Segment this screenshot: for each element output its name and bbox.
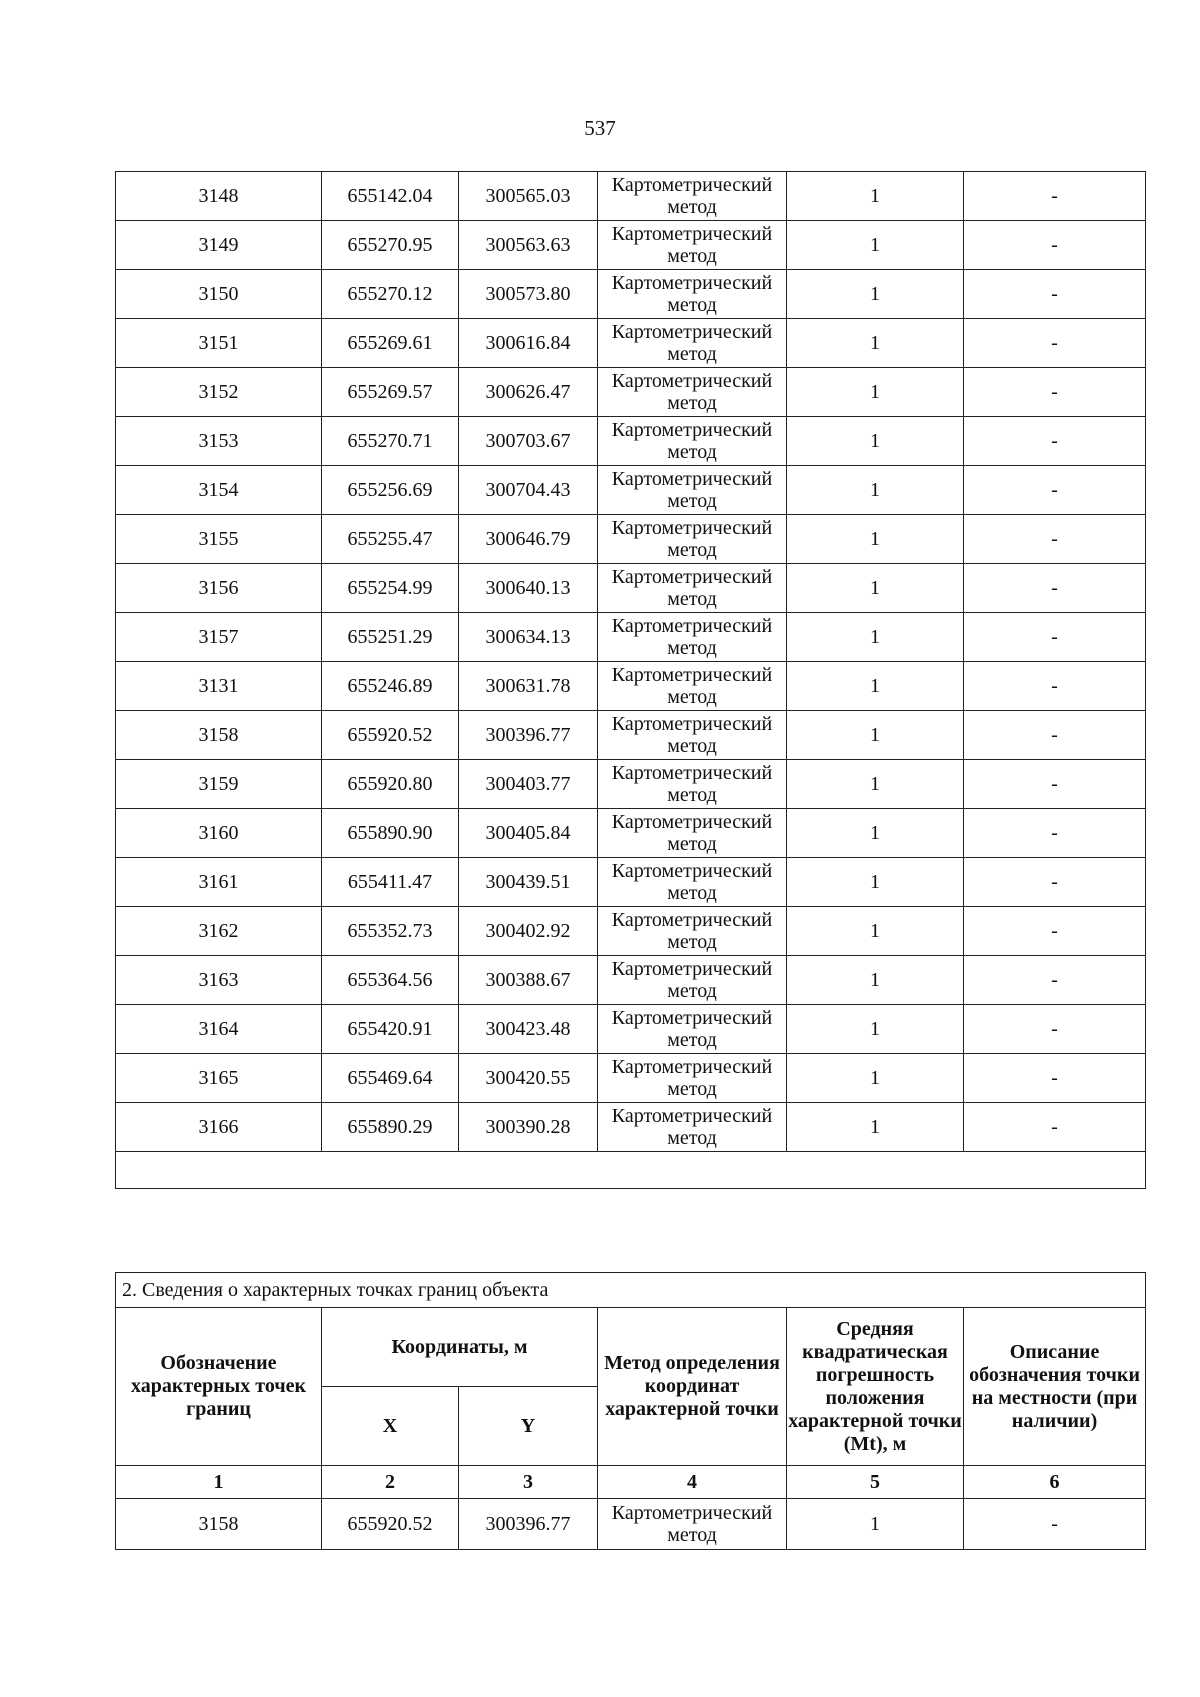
- x-coordinate-cell: 655254.99: [322, 564, 459, 613]
- method-line-2: метод: [667, 196, 717, 218]
- column-number: 5: [787, 1466, 964, 1499]
- mean-error-cell: 1: [787, 515, 964, 564]
- method-cell: [598, 368, 787, 417]
- description-cell: -: [964, 270, 1146, 319]
- table-row: [116, 907, 1146, 956]
- mean-error-cell: 1: [787, 907, 964, 956]
- y-coordinate-cell: 300396.77: [459, 1499, 598, 1550]
- method-line-2: метод: [667, 1029, 717, 1051]
- method-line-2: метод: [667, 882, 717, 904]
- y-coordinate-cell: 300616.84: [459, 319, 598, 368]
- table-row: [116, 662, 1146, 711]
- y-coordinate-cell: 300626.47: [459, 368, 598, 417]
- method-cell: [598, 907, 787, 956]
- y-coordinate-cell: 300646.79: [459, 515, 598, 564]
- mean-error-cell: 1: [787, 613, 964, 662]
- method-cell: [598, 1499, 787, 1550]
- method-line-2: метод: [667, 735, 717, 757]
- method-line-1: Картометрический: [611, 468, 773, 490]
- method-line-1: Картометрический: [611, 370, 773, 392]
- method-line-2: метод: [667, 441, 717, 463]
- x-coordinate-cell: 655364.56: [322, 956, 459, 1005]
- description-cell: -: [964, 417, 1146, 466]
- column-number: 6: [964, 1466, 1146, 1499]
- description-cell: -: [964, 1499, 1146, 1550]
- description-cell: -: [964, 221, 1146, 270]
- y-coordinate-cell: 300563.63: [459, 221, 598, 270]
- description-cell: -: [964, 515, 1146, 564]
- method-line-1: Картометрический: [611, 958, 773, 980]
- mean-error-cell: 1: [787, 466, 964, 515]
- mean-error-cell: 1: [787, 368, 964, 417]
- description-cell: -: [964, 956, 1146, 1005]
- method-cell: [598, 711, 787, 760]
- y-coordinate-cell: 300390.28: [459, 1103, 598, 1152]
- method-cell: [598, 1005, 787, 1054]
- description-cell: -: [964, 368, 1146, 417]
- point-cell: 3157: [116, 613, 322, 662]
- mean-error-cell: 1: [787, 221, 964, 270]
- method-cell: [598, 515, 787, 564]
- table-row: [116, 760, 1146, 809]
- method-line-2: метод: [667, 784, 717, 806]
- description-cell: -: [964, 1005, 1146, 1054]
- method-line-1: Картометрический: [611, 272, 773, 294]
- method-line-1: Картометрический: [611, 517, 773, 539]
- description-cell: -: [964, 319, 1146, 368]
- point-cell: 3131: [116, 662, 322, 711]
- mean-error-cell: 1: [787, 172, 964, 221]
- point-cell: 3156: [116, 564, 322, 613]
- method-line-2: метод: [667, 539, 717, 561]
- description-cell: -: [964, 613, 1146, 662]
- x-coordinate-cell: 655920.80: [322, 760, 459, 809]
- description-cell: -: [964, 907, 1146, 956]
- method-cell: [598, 417, 787, 466]
- mean-error-cell: 1: [787, 417, 964, 466]
- point-cell: 3152: [116, 368, 322, 417]
- method-line-2: метод: [667, 980, 717, 1002]
- method-line-2: метод: [667, 931, 717, 953]
- header-y: Y: [459, 1387, 598, 1466]
- x-coordinate-cell: 655256.69: [322, 466, 459, 515]
- method-line-1: Картометрический: [611, 566, 773, 588]
- method-line-1: Картометрический: [611, 713, 773, 735]
- point-cell: 3165: [116, 1054, 322, 1103]
- table-row: [116, 515, 1146, 564]
- mean-error-cell: 1: [787, 270, 964, 319]
- x-coordinate-cell: 655270.71: [322, 417, 459, 466]
- description-cell: -: [964, 564, 1146, 613]
- y-coordinate-cell: 300573.80: [459, 270, 598, 319]
- point-cell: 3163: [116, 956, 322, 1005]
- description-cell: -: [964, 1103, 1146, 1152]
- table-row: [116, 270, 1146, 319]
- mean-error-cell: 1: [787, 760, 964, 809]
- table-row: [116, 319, 1146, 368]
- table-row: [116, 466, 1146, 515]
- method-line-2: метод: [667, 343, 717, 365]
- method-line-1: Картометрический: [611, 174, 773, 196]
- x-coordinate-cell: 655142.04: [322, 172, 459, 221]
- mean-error-cell: 1: [787, 1054, 964, 1103]
- table-row: [116, 711, 1146, 760]
- mean-error-cell: 1: [787, 1499, 964, 1550]
- method-line-2: метод: [667, 1524, 717, 1546]
- method-cell: [598, 564, 787, 613]
- point-cell: 3166: [116, 1103, 322, 1152]
- mean-error-cell: 1: [787, 319, 964, 368]
- point-cell: 3150: [116, 270, 322, 319]
- method-line-2: метод: [667, 1078, 717, 1100]
- point-cell: 3160: [116, 809, 322, 858]
- x-coordinate-cell: 655352.73: [322, 907, 459, 956]
- table-row: [116, 956, 1146, 1005]
- x-coordinate-cell: 655890.90: [322, 809, 459, 858]
- method-line-2: метод: [667, 245, 717, 267]
- method-line-1: Картометрический: [611, 762, 773, 784]
- header-coordinates: Координаты, м: [322, 1308, 598, 1387]
- description-cell: -: [964, 809, 1146, 858]
- y-coordinate-cell: 300388.67: [459, 956, 598, 1005]
- method-cell: [598, 858, 787, 907]
- method-line-2: метод: [667, 490, 717, 512]
- mean-error-cell: 1: [787, 809, 964, 858]
- page-number: 537: [584, 116, 616, 140]
- point-cell: 3151: [116, 319, 322, 368]
- y-coordinate-cell: 300423.48: [459, 1005, 598, 1054]
- table-caption: 2. Сведения о характерных точках границ объекта: [116, 1273, 1146, 1308]
- x-coordinate-cell: 655411.47: [322, 858, 459, 907]
- x-coordinate-cell: 655469.64: [322, 1054, 459, 1103]
- mean-error-cell: 1: [787, 956, 964, 1005]
- point-cell: 3153: [116, 417, 322, 466]
- y-coordinate-cell: 300405.84: [459, 809, 598, 858]
- method-line-2: метод: [667, 392, 717, 414]
- point-cell: 3148: [116, 172, 322, 221]
- mean-error-cell: 1: [787, 662, 964, 711]
- table-body: [116, 172, 1146, 1189]
- column-number: 2: [322, 1466, 459, 1499]
- table-row: [116, 1499, 1146, 1550]
- x-coordinate-cell: 655920.52: [322, 1499, 459, 1550]
- x-coordinate-cell: 655251.29: [322, 613, 459, 662]
- empty-cell: [116, 1152, 1146, 1189]
- y-coordinate-cell: 300631.78: [459, 662, 598, 711]
- method-line-2: метод: [667, 588, 717, 610]
- method-cell: [598, 172, 787, 221]
- table-row: [116, 417, 1146, 466]
- method-cell: [598, 1103, 787, 1152]
- boundary-points-table-continued: [115, 171, 1146, 1189]
- header-method: Метод определения координат характерной точки: [598, 1308, 787, 1466]
- x-coordinate-cell: 655270.95: [322, 221, 459, 270]
- x-coordinate-cell: 655269.57: [322, 368, 459, 417]
- method-line-1: Картометрический: [611, 1502, 773, 1524]
- description-cell: -: [964, 858, 1146, 907]
- method-line-1: Картометрический: [611, 223, 773, 245]
- x-coordinate-cell: 655255.47: [322, 515, 459, 564]
- method-cell: [598, 809, 787, 858]
- mean-error-cell: 1: [787, 858, 964, 907]
- method-line-1: Картометрический: [611, 860, 773, 882]
- description-cell: -: [964, 466, 1146, 515]
- method-cell: [598, 760, 787, 809]
- y-coordinate-cell: 300565.03: [459, 172, 598, 221]
- method-line-1: Картометрический: [611, 1007, 773, 1029]
- method-cell: [598, 221, 787, 270]
- mean-error-cell: 1: [787, 711, 964, 760]
- y-coordinate-cell: 300402.92: [459, 907, 598, 956]
- method-line-1: Картометрический: [611, 321, 773, 343]
- method-cell: [598, 956, 787, 1005]
- description-cell: -: [964, 1054, 1146, 1103]
- y-coordinate-cell: 300420.55: [459, 1054, 598, 1103]
- header-description: Описание обозначения точки на местности (при наличии): [964, 1308, 1146, 1466]
- method-line-1: Картометрический: [611, 419, 773, 441]
- x-coordinate-cell: 655420.91: [322, 1005, 459, 1054]
- x-coordinate-cell: 655890.29: [322, 1103, 459, 1152]
- method-cell: [598, 1054, 787, 1103]
- method-line-1: Картометрический: [611, 909, 773, 931]
- method-line-1: Картометрический: [611, 1105, 773, 1127]
- x-coordinate-cell: 655920.52: [322, 711, 459, 760]
- method-line-2: метод: [667, 686, 717, 708]
- point-cell: 3159: [116, 760, 322, 809]
- column-number: 3: [459, 1466, 598, 1499]
- table-row: [116, 564, 1146, 613]
- x-coordinate-cell: 655270.12: [322, 270, 459, 319]
- header-mean-error: Средняя квадратическая погрешность положения характерной точки (Mt), м: [787, 1308, 964, 1466]
- method-line-1: Картометрический: [611, 664, 773, 686]
- description-cell: -: [964, 760, 1146, 809]
- table-row: [116, 172, 1146, 221]
- table-row: [116, 1054, 1146, 1103]
- table-body: [116, 1499, 1146, 1550]
- table-row: [116, 858, 1146, 907]
- table-row: [116, 221, 1146, 270]
- point-cell: 3149: [116, 221, 322, 270]
- point-cell: 3158: [116, 711, 322, 760]
- point-cell: 3161: [116, 858, 322, 907]
- x-coordinate-cell: 655269.61: [322, 319, 459, 368]
- point-cell: 3164: [116, 1005, 322, 1054]
- method-cell: [598, 319, 787, 368]
- column-number: 4: [598, 1466, 787, 1499]
- point-cell: 3154: [116, 466, 322, 515]
- boundary-points-table: [115, 1272, 1146, 1550]
- column-number: 1: [116, 1466, 322, 1499]
- y-coordinate-cell: 300703.67: [459, 417, 598, 466]
- mean-error-cell: 1: [787, 1005, 964, 1054]
- y-coordinate-cell: 300403.77: [459, 760, 598, 809]
- method-cell: [598, 662, 787, 711]
- x-coordinate-cell: 655246.89: [322, 662, 459, 711]
- empty-row: [116, 1152, 1146, 1189]
- method-line-2: метод: [667, 294, 717, 316]
- method-line-1: Картометрический: [611, 1056, 773, 1078]
- table-row: [116, 1005, 1146, 1054]
- method-line-1: Картометрический: [611, 615, 773, 637]
- method-line-2: метод: [667, 1127, 717, 1149]
- table-row: [116, 809, 1146, 858]
- header-point-designation: Обозначение характерных точек границ: [116, 1308, 322, 1466]
- y-coordinate-cell: 300396.77: [459, 711, 598, 760]
- method-line-1: Картометрический: [611, 811, 773, 833]
- method-line-2: метод: [667, 637, 717, 659]
- mean-error-cell: 1: [787, 1103, 964, 1152]
- point-cell: 3158: [116, 1499, 322, 1550]
- point-cell: 3162: [116, 907, 322, 956]
- method-line-2: метод: [667, 833, 717, 855]
- description-cell: -: [964, 172, 1146, 221]
- y-coordinate-cell: 300704.43: [459, 466, 598, 515]
- description-cell: -: [964, 662, 1146, 711]
- description-cell: -: [964, 711, 1146, 760]
- y-coordinate-cell: 300439.51: [459, 858, 598, 907]
- table-row: [116, 368, 1146, 417]
- method-cell: [598, 613, 787, 662]
- header-x: X: [322, 1387, 459, 1466]
- y-coordinate-cell: 300634.13: [459, 613, 598, 662]
- table-row: [116, 1103, 1146, 1152]
- mean-error-cell: 1: [787, 564, 964, 613]
- method-cell: [598, 466, 787, 515]
- y-coordinate-cell: 300640.13: [459, 564, 598, 613]
- table-row: [116, 613, 1146, 662]
- point-cell: 3155: [116, 515, 322, 564]
- method-cell: [598, 270, 787, 319]
